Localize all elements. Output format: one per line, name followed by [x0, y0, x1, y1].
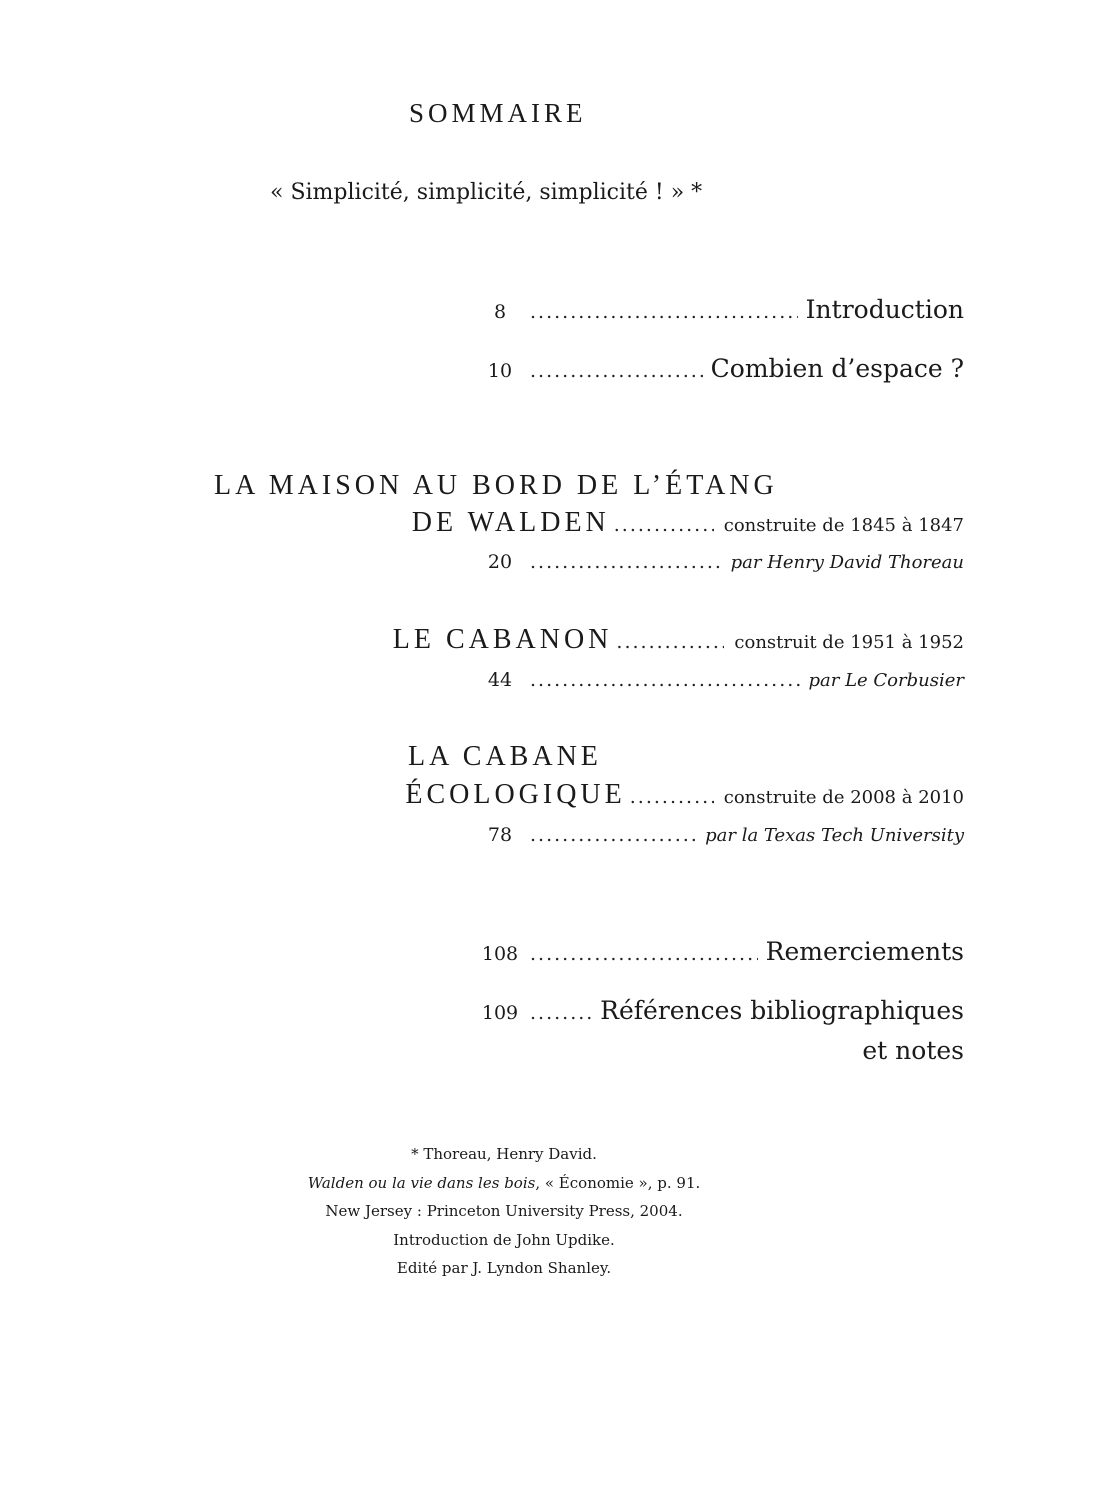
leader-dots	[530, 669, 801, 691]
section-title-line: LE CABANON	[392, 624, 613, 655]
leader-dots	[614, 514, 714, 536]
footnote-line	[244, 1169, 764, 1198]
footnote	[244, 1140, 764, 1283]
entry-label: Combien d’espace ?	[710, 354, 964, 383]
entry-label: Références bibliographiques	[600, 996, 964, 1025]
footnote-line: * Thoreau, Henry David.	[411, 1145, 597, 1163]
entry-label: Introduction	[805, 295, 964, 324]
leader-dots	[616, 631, 724, 653]
book-title: Walden ou la vie dans les bois	[307, 1173, 536, 1192]
toc-entry-thoreau[interactable]	[470, 551, 964, 585]
section-title-line: LA MAISON AU BORD DE L’ÉTANG	[214, 470, 778, 501]
epigraph: « Simplicité, simplicité, simplicité ! » *	[270, 180, 703, 205]
leader-dots	[630, 786, 714, 808]
page-number: 78	[487, 824, 513, 846]
section-row-cabane[interactable]	[0, 779, 964, 819]
entry-label: Remerciements	[765, 937, 964, 966]
section-row-cabanon[interactable]	[0, 624, 964, 664]
page-number: 8	[493, 301, 507, 323]
toc-entry-introduction[interactable]	[470, 295, 964, 329]
section-title-line: DE WALDEN	[411, 507, 610, 538]
footnote-line: Introduction de John Updike.	[393, 1230, 615, 1249]
section-row-walden[interactable]	[0, 507, 964, 547]
build-dates: construite de 1845 à 1847	[723, 515, 964, 536]
footnote-line: Edité par J. Lyndon Shanley.	[396, 1259, 612, 1277]
leader-dots	[530, 301, 798, 323]
entry-label-continuation: et notes	[862, 1036, 964, 1065]
page-number: 109	[481, 1002, 519, 1024]
page-number: 44	[487, 669, 513, 691]
footnote-citation: , « Économie », p. 91.	[535, 1173, 701, 1192]
build-dates: construit de 1951 à 1952	[734, 632, 964, 653]
leader-dots	[530, 943, 758, 965]
author: par Le Corbusier	[808, 670, 964, 691]
leader-dots	[530, 360, 703, 382]
toc-entry-corbusier[interactable]	[470, 669, 964, 703]
leader-dots	[530, 824, 697, 846]
page-title: SOMMAIRE	[409, 98, 587, 128]
page-number: 108	[481, 943, 519, 965]
toc-entry-texas-tech[interactable]	[470, 824, 964, 858]
author: par Henry David Thoreau	[730, 552, 964, 573]
toc-entry-combien[interactable]	[470, 354, 964, 388]
leader-dots	[530, 551, 723, 573]
toc-entry-references[interactable]	[470, 996, 964, 1030]
page-number: 10	[487, 360, 513, 382]
toc-entry-remerciements[interactable]	[470, 937, 964, 971]
build-dates: construite de 2008 à 2010	[723, 787, 964, 808]
page-number: 20	[487, 551, 513, 573]
footnote-line: New Jersey : Princeton University Press, 2004.	[325, 1202, 683, 1220]
section-title-line: LA CABANE	[408, 741, 602, 772]
section-title-line: ÉCOLOGIQUE	[405, 779, 626, 810]
author: par la Texas Tech University	[705, 825, 964, 846]
leader-dots	[530, 1002, 592, 1024]
